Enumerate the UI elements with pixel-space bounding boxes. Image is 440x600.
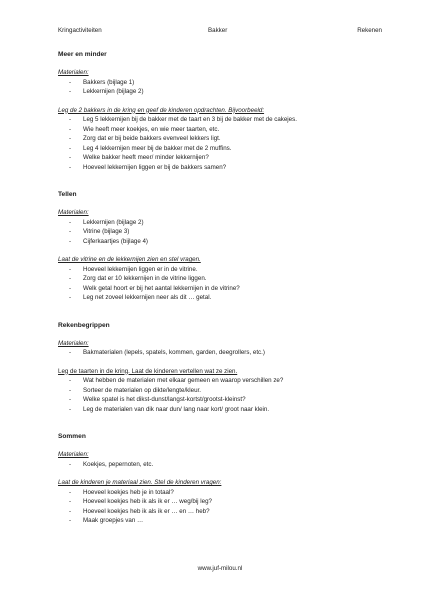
- list-item: - Welke bakker heeft meer/ minder lekkernijen?: [58, 153, 388, 163]
- materials-list: [58, 460, 388, 470]
- activity-list: [58, 115, 388, 172]
- list-item: - Vitrine (bijlage 3): [58, 227, 388, 237]
- instruction-text: Leg de 2 bakkers in de kring en geef de kinderen opdrachten. Bijvoorbeeld:: [58, 106, 265, 114]
- header-right: Rekenen: [357, 27, 382, 34]
- list-item: - Bakmaterialen (lepels, spatels, kommen, garden, deegrollers, etc.): [58, 348, 388, 358]
- materials-list: [58, 348, 388, 358]
- list-item: - Maak groepjes van …: [58, 516, 388, 526]
- list-item: - Leg de materialen van dik naar dun/ lang naar kort/ groot naar klein.: [58, 405, 388, 415]
- header-left: Kringactiviteiten: [58, 27, 102, 34]
- materials-label: Materialen:: [58, 209, 89, 216]
- list-item: - Wat hebben de materialen met elkaar gemeen en waarop verschillen ze?: [58, 376, 388, 386]
- list-item: - Welke spatel is het dikst-dunst/langst-kortst/grootst-kleinst?: [58, 395, 388, 405]
- section-tellen: [58, 190, 388, 303]
- list-item: - Hoeveel koekjes heb ik als ik er … en … heb?: [58, 507, 388, 517]
- materials-list: [58, 78, 388, 97]
- list-item: - Lekkernijen (bijlage 2): [58, 218, 388, 228]
- list-item: - Lekkernijen (bijlage 2): [58, 87, 388, 97]
- list-item: - Wie heeft meer koekjes, en wie meer taarten, etc.: [58, 125, 388, 135]
- list-item: - Koekjes, pepernoten, etc.: [58, 460, 388, 470]
- instruction-text: Laat de kinderen je materiaal zien. Stel de kinderen vragen:: [58, 479, 222, 486]
- list-item: - Leg net zoveel lekkernijen neer als dit … getal.: [58, 293, 388, 303]
- page-footer: www.juf-milou.nl: [197, 565, 243, 572]
- section-rekenbegrippen: [58, 321, 388, 415]
- section-sommen: [58, 432, 388, 526]
- section-meer-en-minder: [58, 50, 388, 172]
- list-item: - Sorteer de materialen op dikte/lengte/kleur.: [58, 386, 388, 396]
- materials-label: Materialen:: [58, 69, 89, 76]
- materials-label: Materialen:: [58, 451, 89, 458]
- list-item: - Hoeveel koekjes heb je in totaal?: [58, 488, 388, 498]
- activity-list: [58, 376, 388, 414]
- list-item: - Zorg dat er bij beide bakkers evenveel lekkers ligt.: [58, 134, 388, 144]
- section-title: Sommen: [58, 433, 86, 440]
- materials-list: [58, 218, 388, 247]
- list-item: - Cijferkaartjes (bijlage 4): [58, 237, 388, 247]
- instruction-text: Leg de taarten in de kring. Laat de kinderen vertellen wat ze zien.: [58, 367, 238, 375]
- activity-list: [58, 265, 388, 303]
- header-center: Bakker: [208, 27, 228, 34]
- list-item: - Welk getal hoort er bij het aantal lekkernijen in de vitrine?: [58, 284, 388, 294]
- list-item: - Leg 4 lekkernijen meer bij de bakker met de 2 muffins.: [58, 144, 388, 154]
- list-item: - Hoeveel lekkernijen liggen er in de vitrine.: [58, 265, 388, 275]
- document-body: [58, 50, 388, 535]
- list-item: - Leg 5 lekkernijen bij de bakker met de taart en 3 bij de bakker met de cakejes.: [58, 115, 388, 125]
- list-item: - Bakkers (bijlage 1): [58, 78, 388, 88]
- materials-label: Materialen:: [58, 339, 89, 347]
- section-title: Tellen: [58, 191, 77, 198]
- section-title: Rekenbegrippen: [58, 321, 110, 329]
- instruction-text: Laat de vitrine en de lekkernijen zien en stel vragen.: [58, 256, 201, 263]
- list-item: - Zorg dat er 10 lekkernijen in de vitrine liggen.: [58, 274, 388, 284]
- list-item: - Hoeveel koekjes heb ik als ik er … weg/bij leg?: [58, 497, 388, 507]
- list-item: - Hoeveel lekkernijen liggen er bij de bakkers samen?: [58, 163, 388, 173]
- activity-list: [58, 488, 388, 526]
- page-header: [58, 26, 382, 36]
- section-title: Meer en minder: [58, 51, 107, 58]
